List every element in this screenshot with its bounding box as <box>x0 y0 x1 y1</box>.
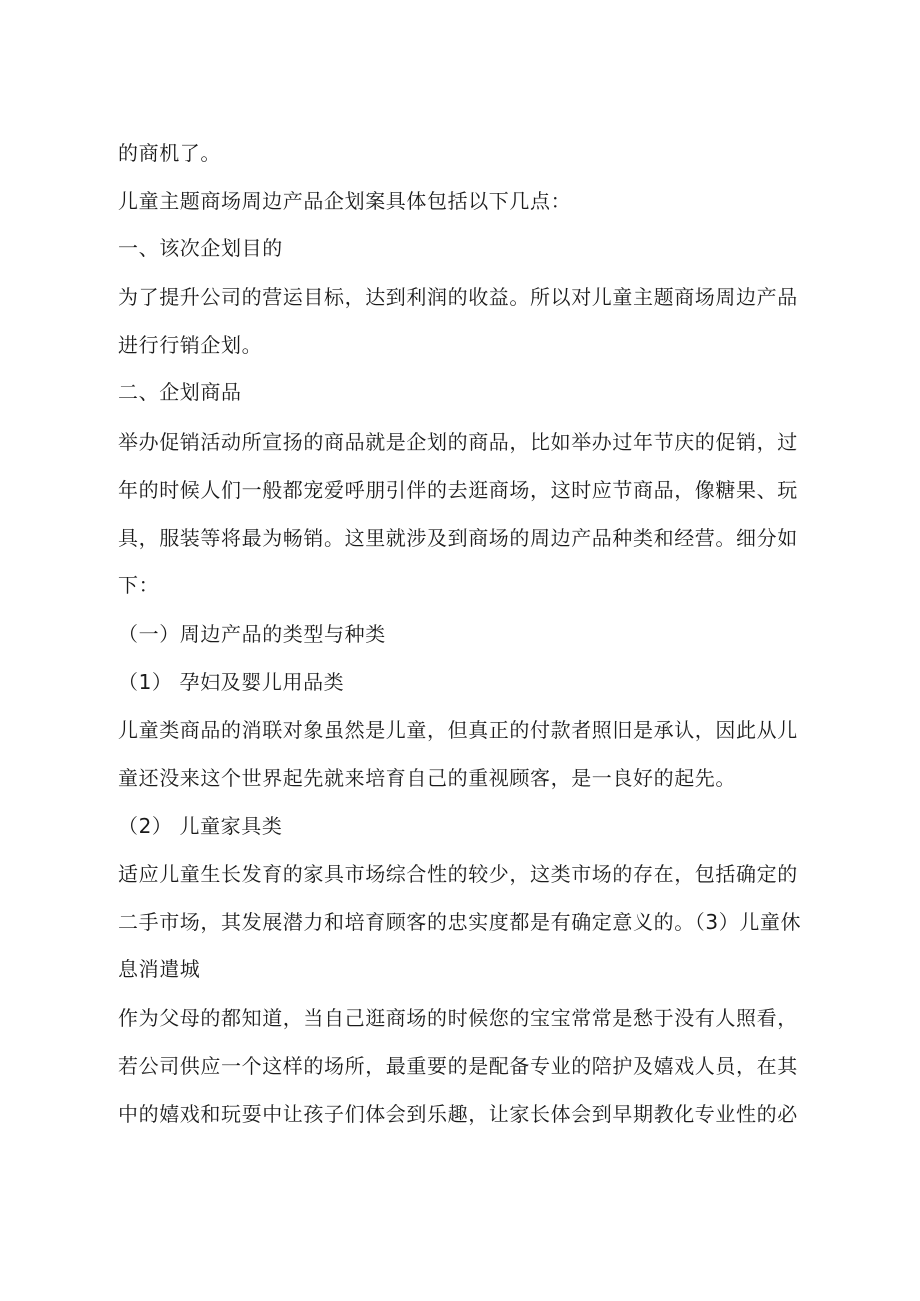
text-line: 的商机了。 <box>118 141 221 165</box>
text-line: 具，服装等将最为畅销。这里就涉及到商场的周边产品种类和经营。细分如 <box>118 526 798 550</box>
text-line: 年的时候人们一般都宠爱呼朋引伴的去逛商场，这时应节商品，像糖果、玩 <box>118 478 798 502</box>
text-line: 中的嬉戏和玩耍中让孩子们体会到乐趣，让家长体会到早期教化专业性的必 <box>118 1102 798 1126</box>
text-line: 下： <box>118 573 160 597</box>
text-line: 息消遣城 <box>118 957 201 981</box>
text-line: 童还没来这个世界起先就来培育自己的重视顾客，是一良好的起先。 <box>118 766 736 790</box>
text-line: 二手市场，其发展潜力和培育顾客的忠实度都是有确定意义的。（3）儿童休 <box>118 910 802 934</box>
section-heading: 二、企划商品 <box>118 380 242 404</box>
text-line: 儿童主题商场周边产品企划案具体包括以下几点： <box>118 189 572 213</box>
text-line: 儿童类商品的消联对象虽然是儿童，但真正的付款者照旧是承认，因此从儿 <box>118 718 798 742</box>
text-line: 进行行销企划。 <box>118 333 263 357</box>
text-line: 为了提升公司的营运目标，达到利润的收益。所以对儿童主题商场周边产品 <box>118 285 798 309</box>
text-line: 举办促销活动所宣扬的商品就是企划的商品，比如举办过年节庆的促销，过 <box>118 430 798 454</box>
text-line: 若公司供应一个这样的场所，最重要的是配备专业的陪护及嬉戏人员，在其 <box>118 1054 798 1078</box>
section-heading: 一、该次企划目的 <box>118 236 283 260</box>
text-line: 作为父母的都知道，当自己逛商场的时候您的宝宝常常是愁于没有人照看， <box>118 1006 798 1030</box>
subsection-heading: （2） 儿童家具类 <box>118 814 283 838</box>
subsection-heading: （一）周边产品的类型与种类 <box>118 622 386 646</box>
subsection-heading: （1） 孕妇及婴儿用品类 <box>118 670 345 694</box>
text-line: 适应儿童生长发育的家具市场综合性的较少，这类市场的存在，包括确定的 <box>118 862 798 886</box>
